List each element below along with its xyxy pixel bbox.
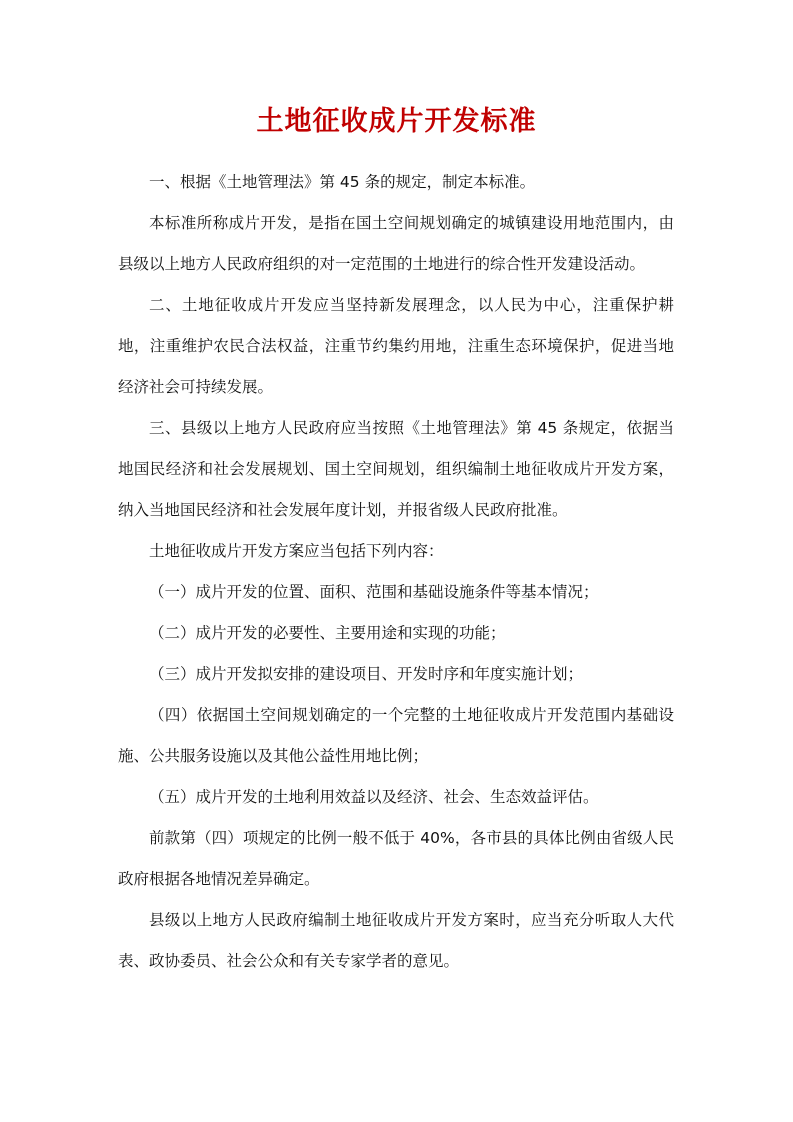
list-item-3: （三）成片开发拟安排的建设项目、开发时序和年度实施计划； bbox=[149, 665, 584, 683]
list-item-5: （五）成片开发的土地利用效益以及经济、社会、生态效益评估。 bbox=[149, 788, 599, 806]
list-item-2: （二）成片开发的必要性、主要用途和实现的功能； bbox=[149, 624, 506, 642]
paragraph-definition: 本标准所称成片开发，是指在国土空间规划确定的城镇建设用地范围内，由县级以上地方人民政府组织的对一定范围的土地进行的综合性开发建设活动。 bbox=[118, 214, 674, 273]
paragraph-article-3: 三、县级以上地方人民政府应当按照《土地管理法》第 45 条规定，依据当地国民经济和社会发展规划、国土空间规划，组织编制土地征收成片开发方案，纳入当地国民经济和社会发展年度计划，并报省级人民政府批准。 bbox=[118, 419, 674, 519]
paragraph-article-1: 一、根据《土地管理法》第 45 条的规定，制定本标准。 bbox=[149, 173, 536, 191]
list-item-1: （一）成片开发的位置、面积、范围和基础设施条件等基本情况； bbox=[149, 583, 599, 601]
paragraph-public-consultation: 县级以上地方人民政府编制土地征收成片开发方案时，应当充分听取人大代表、政协委员、社会公众和有关专家学者的意见。 bbox=[118, 911, 674, 970]
paragraph-plan-contents-intro: 土地征收成片开发方案应当包括下列内容： bbox=[149, 542, 444, 560]
paragraph-article-2: 二、土地征收成片开发应当坚持新发展理念，以人民为中心，注重保护耕地，注重维护农民合法权益，注重节约集约用地，注重生态环境保护，促进当地经济社会可持续发展。 bbox=[118, 296, 674, 396]
list-item-4: （四）依据国土空间规划确定的一个完整的土地征收成片开发范围内基础设施、公共服务设施以及其他公益性用地比例； bbox=[118, 706, 674, 765]
document-body bbox=[118, 162, 674, 982]
document-title: 土地征收成片开发标准 bbox=[256, 106, 537, 137]
paragraph-ratio-requirement: 前款第（四）项规定的比例一般不低于 40%，各市县的具体比例由省级人民政府根据各地情况差异确定。 bbox=[118, 829, 674, 888]
